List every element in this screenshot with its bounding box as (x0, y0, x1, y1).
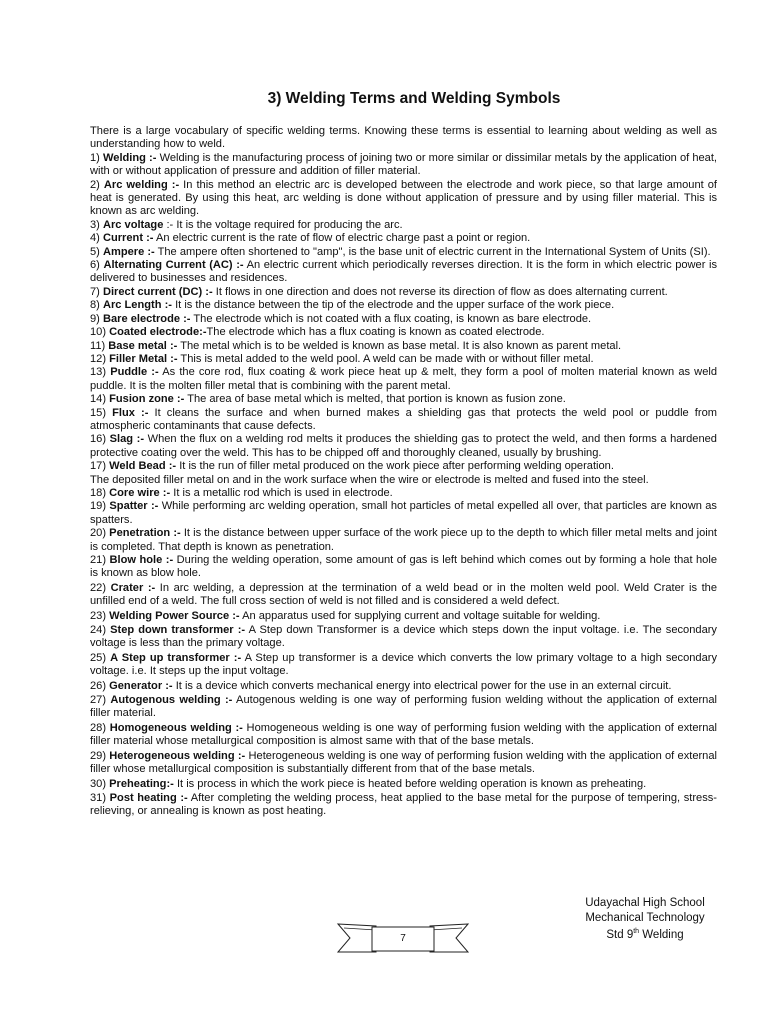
term-number: 25) (90, 651, 111, 664)
term-definition: The ampere often shortened to "amp", is the base unit of electric current in the International System of Units (SI). (154, 245, 711, 258)
term-number: 29) (90, 749, 110, 762)
term-number: 28) (90, 721, 110, 734)
term-entry (90, 474, 717, 487)
term-entry (90, 366, 717, 393)
term-name: Ampere :- (102, 245, 155, 258)
term-definition: It is process in which the work piece is heated before welding operation is known as preheating. (173, 777, 647, 790)
term-definition: It is the distance between upper surface of the work piece up to the depth to which filler metal melts and joint is completed. That depth is known as penetration. (90, 527, 717, 553)
term-number: 21) (90, 554, 110, 566)
page-number: 7 (400, 933, 406, 944)
term-name: Post heating :- (109, 791, 188, 804)
term-number: 11) (90, 339, 109, 352)
term-definition: During the welding operation, some amount of gas is left behind which comes out by forming a hole that hole is known as blow hole. (90, 554, 717, 580)
term-number: 10) (90, 326, 110, 339)
term-definition: After completing the welding process, heat applied to the base metal for the purpose of tempering, stress-relieving, or annealing is known as post heating. (90, 791, 717, 818)
term-entry (90, 340, 717, 353)
term-number: 14) (90, 393, 110, 406)
term-number: 12) (90, 352, 110, 365)
term-number: 15) (90, 406, 113, 419)
term-name: Autogenous welding :- (110, 694, 233, 707)
term-name: Current :- (102, 232, 154, 245)
term-entry (90, 232, 717, 245)
term-number: 16) (90, 433, 110, 446)
term-definition: A Step down Transformer is a device which steps down the input voltage. i.e. The secondary voltage is less than the primary voltage. (90, 624, 717, 650)
term-definition: When the flux on a welding rod melts it produces the shielding gas to protect the weld, and then forms a hardened protective coating over the weld. This has to be chipped off and thoroughly cleaned, usually by brushing. (90, 433, 717, 459)
term-definition: It flows in one direction and does not reverse its direction of flow as does alternating current. (212, 285, 668, 298)
term-definition: It is a device which converts mechanical energy into electrical power for the use in an external circuit. (172, 679, 672, 692)
term-entry (90, 610, 717, 623)
term-number: 18) (90, 486, 110, 499)
term-entry (90, 500, 717, 527)
term-definition: In arc welding, a depression at the termination of a weld bead or in the molten weld pool. Weld Crater is the unfilled end of a weld. The full cross section of weld is not filled and is considered a weld defect. (90, 581, 717, 608)
term-definition: In this method an electric arc is developed between the electrode and work piece, so that large amount of heat is generated. By using this heat, arc welding is done without application of pressure and by using filler material. This is known as arc welding. (90, 178, 717, 218)
term-definition: As the core rod, flux coating & work piece heat up & melt, they form a pool of molten material known as weld puddle. It is the molten filler metal that is combining with the parent metal. (90, 366, 717, 392)
term-name: Preheating:- (109, 777, 174, 790)
std-suffix: Welding (639, 928, 684, 941)
term-entry (90, 460, 717, 473)
term-name: Welding :- (103, 151, 157, 164)
terms-list (90, 152, 717, 819)
term-name: Fusion zone :- (109, 393, 185, 406)
term-name: Coated electrode:- (109, 326, 207, 339)
term-definition: This is metal added to the weld pool. A weld can be made with or without filler metal. (177, 352, 594, 365)
term-definition: The metal which is to be welded is known as base metal. It is also known as parent metal. (177, 339, 622, 352)
term-entry (90, 393, 717, 406)
intro-paragraph: There is a large vocabulary of specific welding terms. Knowing these terms is essential to learning about welding as well as understanding how to weld. (90, 125, 717, 151)
term-entry (90, 582, 717, 609)
term-number: 8) (90, 299, 103, 312)
term-definition: It is a metallic rod which is used in electrode. (170, 486, 393, 499)
std-sup: th (633, 928, 640, 935)
term-name: Alternating Current (AC) :- (103, 259, 244, 272)
term-entry (90, 353, 717, 366)
school-info (560, 896, 730, 942)
term-definition: An apparatus used for supplying current and voltage suitable for welding. (239, 609, 601, 622)
page-title: 3) Welding Terms and Welding Symbols (267, 90, 561, 107)
std-prefix: Std 9 (606, 928, 634, 941)
term-name: Base metal :- (108, 339, 178, 352)
term-entry (90, 778, 717, 791)
term-entry (90, 624, 717, 651)
term-number: 30) (90, 777, 110, 790)
term-name: Direct current (DC) :- (102, 285, 213, 298)
subject-name: Mechanical Technology (585, 911, 705, 924)
term-name: Arc voltage (102, 218, 164, 231)
term-number: 3) (90, 218, 103, 231)
term-entry (90, 326, 717, 339)
term-number: 9) (90, 312, 103, 325)
term-definition: :- It is the voltage required for producing the arc. (163, 218, 403, 231)
term-definition: The area of base metal which is melted, that portion is known as fusion zone. (184, 393, 566, 406)
term-name: Homogeneous welding :- (109, 721, 243, 734)
term-number: 1) (90, 151, 103, 164)
term-number: 26) (90, 679, 110, 692)
term-entry (90, 722, 717, 749)
term-name: Penetration :- (109, 527, 181, 540)
term-entry (90, 286, 717, 299)
term-entry (90, 246, 717, 259)
terms-body (90, 125, 717, 819)
term-definition: While performing arc welding operation, small hot particles of metal expelled all over, that particles are known as spatters. (90, 500, 717, 526)
term-number: 24) (90, 624, 111, 637)
term-name: Filler Metal :- (109, 352, 178, 365)
term-number: 2) (90, 178, 104, 191)
term-number: 5) (90, 245, 103, 258)
term-entry (90, 750, 717, 777)
term-name: Blow hole :- (109, 554, 174, 566)
term-name: Core wire :- (109, 486, 171, 499)
term-entry (90, 219, 717, 232)
term-name: Step down transformer :- (110, 624, 246, 637)
term-name: Arc Length :- (102, 299, 172, 312)
term-number: 22) (90, 581, 111, 594)
term-definition: It cleans the surface and when burned makes a shielding gas that protects the weld pool or puddle from atmospheric contaminants that cause defects. (90, 406, 717, 432)
term-entry (90, 527, 717, 554)
term-definition: The electrode which is not coated with a flux coating, is known as bare electrode. (190, 312, 592, 325)
term-number: 27) (90, 694, 111, 707)
term-definition: It is the distance between the tip of the electrode and the upper surface of the work piece. (171, 299, 615, 312)
term-definition: The electrode which has a flux coating is known as coated electrode. (206, 326, 545, 339)
term-entry (90, 259, 717, 286)
term-number: 7) (90, 285, 103, 298)
term-name: Heterogeneous welding :- (109, 749, 246, 762)
standard-label (560, 925, 730, 942)
term-entry (90, 554, 717, 581)
term-entry (90, 179, 717, 219)
term-entry (90, 152, 717, 179)
term-name: A Step up transformer :- (110, 651, 242, 664)
term-name: Arc welding :- (103, 178, 180, 191)
term-name: Welding Power Source :- (109, 609, 240, 622)
page-number-ribbon (336, 920, 470, 956)
term-number: 31) (90, 791, 110, 804)
term-name: Flux :- (112, 406, 149, 419)
term-entry (90, 792, 717, 819)
term-entry (90, 433, 717, 460)
term-entry (90, 313, 717, 326)
term-number: 19) (90, 500, 110, 513)
term-name: Weld Bead :- (109, 460, 177, 473)
term-name: Crater :- (110, 581, 156, 594)
term-number: 13) (90, 366, 111, 379)
term-entry (90, 487, 717, 500)
term-definition: It is the run of filler metal produced on the work piece after performing welding operation. (176, 460, 614, 473)
term-entry (90, 652, 717, 679)
term-name: Generator :- (109, 679, 173, 692)
term-number: 6) (90, 259, 104, 272)
term-definition: An electric current is the rate of flow of electric charge past a point or region. (153, 232, 531, 245)
term-name: Bare electrode :- (102, 312, 191, 325)
term-definition: Autogenous welding is one way of performing fusion welding without the application of external filler material. (90, 694, 717, 720)
term-number: 4) (90, 232, 103, 245)
term-entry (90, 299, 717, 312)
term-number: 20) (90, 527, 110, 540)
term-definition: A Step up transformer is a device which converts the low primary voltage to a high secondary voltage. i.e. It steps up the input voltage. (90, 651, 718, 678)
term-entry (90, 694, 717, 721)
term-number: 23) (90, 609, 110, 622)
term-name: Puddle :- (110, 366, 159, 379)
term-definition: The deposited filler metal on and in the work surface when the wire or electrode is melted and fused into the steel. (90, 473, 649, 486)
term-name: Spatter :- (109, 500, 159, 513)
term-name: Slag :- (109, 433, 145, 446)
term-entry (90, 407, 717, 434)
term-entry (90, 680, 717, 693)
term-definition: Homogeneous welding is one way of performing fusion welding with the application of external filler material whose metallurgical composition is almost same with that of the base metals. (90, 721, 718, 748)
term-definition: Heterogeneous welding is one way of performing fusion welding with the application of external filler whose metallurgical composition is substantially different from that of the base metals. (90, 749, 717, 776)
term-definition: An electric current which periodically reverses direction. It is the form in which electric power is delivered to businesses and residences. (90, 259, 718, 285)
term-definition: Welding is the manufacturing process of joining two or more similar or dissimilar metals by the application of heat, with or without application of pressure and addition of filler material. (90, 151, 717, 178)
school-name: Udayachal High School (585, 897, 705, 909)
term-number: 17) (90, 460, 110, 473)
